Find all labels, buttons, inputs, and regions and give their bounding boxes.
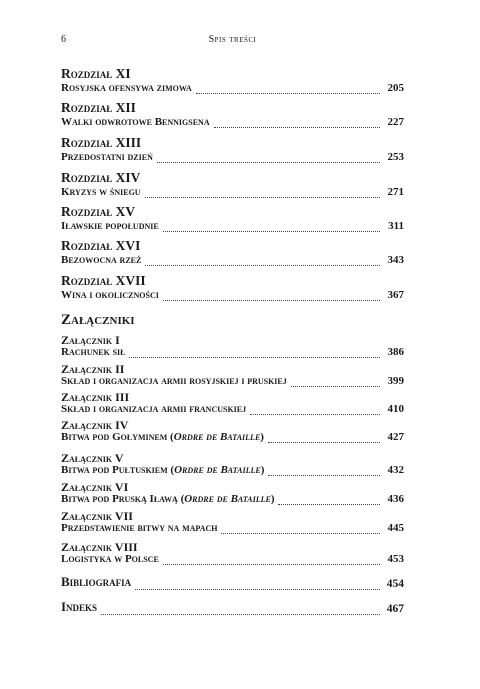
entry-title: Bibliografia — [61, 574, 132, 589]
entry-page: 445 — [387, 522, 404, 534]
chapter-title: Rozdział XIII — [61, 135, 142, 150]
chapter-title: Rozdział XIV — [61, 170, 141, 185]
toc-entry[interactable] — [61, 252, 404, 266]
entry-title: Rachunek sił — [61, 346, 126, 358]
toc-entry[interactable] — [61, 344, 404, 358]
dot-leader — [163, 291, 380, 301]
entry-title: Bitwa pod Pruską Iławą (Ordre de Bataille) — [61, 493, 275, 505]
dot-leader — [214, 118, 380, 128]
entry-page: 453 — [387, 553, 404, 565]
dot-leader — [278, 495, 380, 505]
appendices-heading: Załączniki — [61, 312, 135, 328]
dot-leader — [157, 153, 380, 163]
appendix-title: Załącznik I — [61, 333, 120, 347]
appendix-title: Załącznik VII — [61, 509, 133, 523]
dot-leader — [163, 222, 380, 232]
entry-page: 386 — [387, 346, 404, 358]
entry-page: 467 — [386, 603, 404, 615]
dot-leader — [129, 348, 380, 358]
entry-title: Walki odwrotowe Bennigsena — [61, 116, 210, 128]
entry-page: 253 — [387, 151, 404, 163]
entry-title: Wina i okoliczności — [61, 289, 159, 301]
chapter-title: Rozdział XVI — [61, 238, 141, 253]
toc-entry[interactable] — [61, 520, 404, 534]
entry-page: 410 — [387, 403, 404, 415]
entry-page: 311 — [388, 220, 404, 232]
dot-leader — [163, 555, 380, 565]
toc-entry[interactable] — [61, 184, 404, 198]
entry-page: 399 — [387, 375, 404, 387]
dot-leader — [145, 256, 380, 266]
toc-entry[interactable] — [61, 218, 404, 232]
entry-title: Skład i organizacja armii francuskiej — [61, 403, 247, 415]
entry-title: Logistyka w Polsce — [61, 553, 159, 565]
entry-page: 343 — [387, 254, 404, 266]
appendix-title: Załącznik III — [61, 390, 130, 404]
entry-title: Rosyjska ofensywa zimowa — [61, 82, 192, 94]
entry-page: 427 — [387, 431, 404, 443]
toc-entry-index[interactable] — [61, 597, 404, 615]
entry-page: 205 — [387, 82, 404, 94]
chapter-title: Rozdział XII — [61, 100, 136, 115]
dot-leader — [221, 524, 380, 534]
entry-page: 432 — [387, 464, 404, 476]
toc-entry[interactable] — [61, 551, 404, 565]
appendix-title: Załącznik IV — [61, 418, 129, 432]
toc-entry[interactable] — [61, 429, 404, 443]
entry-page: 227 — [387, 116, 404, 128]
running-title: Spis treści — [208, 34, 257, 45]
entry-title: Bitwa pod Pułtuskiem (Ordre de Bataille) — [61, 464, 265, 476]
chapter-title: Rozdział XVII — [61, 273, 146, 288]
entry-title: Kryzys w śniegu — [61, 186, 141, 198]
entry-page: 367 — [387, 289, 404, 301]
toc-entry[interactable] — [61, 491, 404, 505]
toc-entry[interactable] — [61, 114, 404, 128]
entry-title: Przedostatni dzień — [61, 151, 153, 163]
toc-entry[interactable] — [61, 401, 404, 415]
chapter-title: Rozdział XV — [61, 204, 136, 219]
entry-title: Indeks — [61, 599, 98, 614]
toc-entry[interactable] — [61, 373, 404, 387]
entry-page: 436 — [387, 493, 404, 505]
toc-entry[interactable] — [61, 287, 404, 301]
entry-page: 454 — [386, 578, 404, 590]
entry-title: Przedstawienie bitwy na mapach — [61, 522, 218, 534]
entry-title: Iławskie popołudnie — [61, 220, 159, 232]
page-number: 6 — [61, 34, 66, 45]
toc-entry[interactable] — [61, 80, 404, 94]
appendix-title: Załącznik V — [61, 451, 124, 465]
dot-leader — [196, 84, 380, 94]
appendix-title: Załącznik VI — [61, 480, 129, 494]
dot-leader — [135, 578, 380, 590]
dot-leader — [268, 466, 380, 476]
chapter-title: Rozdział XI — [61, 66, 131, 81]
dot-leader — [145, 188, 380, 198]
toc-entry[interactable] — [61, 462, 404, 476]
entry-title: Bitwa pod Gołyminem (Ordre de Bataille) — [61, 431, 264, 443]
toc-entry[interactable] — [61, 149, 404, 163]
dot-leader — [250, 405, 380, 415]
entry-title: Skład i organizacja armii rosyjskiej i pruskiej — [61, 375, 287, 387]
dot-leader — [101, 603, 380, 615]
entry-title: Bezowocna rzeź — [61, 254, 142, 266]
appendix-title: Załącznik II — [61, 362, 125, 376]
appendix-title: Załącznik VIII — [61, 540, 138, 554]
dot-leader — [291, 377, 380, 387]
toc-entry-bibliography[interactable] — [61, 572, 404, 590]
page-header — [61, 34, 404, 48]
entry-page: 271 — [387, 186, 404, 198]
dot-leader — [268, 433, 380, 443]
